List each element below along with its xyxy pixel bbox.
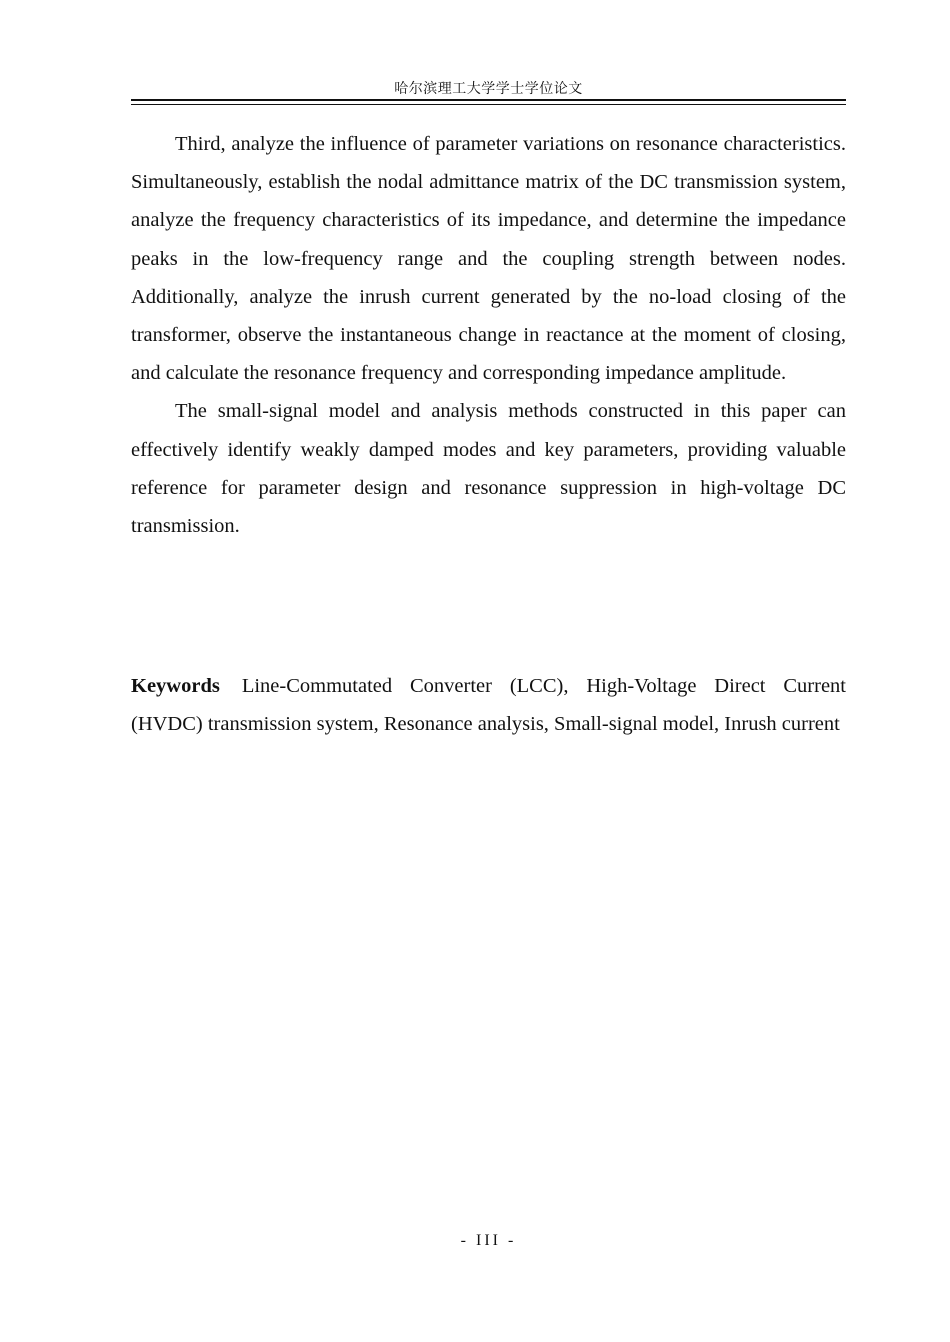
keywords-paragraph (131, 667, 846, 743)
paragraph: The small-signal model and analysis methods constructed in this paper can effectively identify weakly damped modes and key parameters, providing valuable reference for parameter design and resonance suppression in high-voltage DC transmission. (131, 400, 846, 538)
paragraph: Third, analyze the influence of parameter variations on resonance characteristics. Simultaneously, establish the nodal admittance matrix of the DC transmission system, analyze the frequency characteristics of its impedance, and determine the impedance peaks in the low-frequency range and the coupling strength between nodes. Additionally, analyze the inrush current generated by the no-load closing of the transformer, observe the instantaneous change in reactance at the moment of closing, and calculate the resonance frequency and corresponding impedance amplitude. (131, 133, 846, 385)
header-rule (131, 99, 846, 101)
page-number: - III - (460, 1232, 517, 1249)
abstract-body (131, 125, 846, 545)
header-rule-thin (131, 104, 846, 105)
keywords-label: Keywords (131, 675, 220, 697)
running-header: 哈尔滨理工大学学士学位论文 (394, 81, 583, 97)
keywords-section (131, 667, 846, 743)
keywords-text: Line-Commutated Converter (LCC), High-Voltage Direct Current (HVDC) transmission system, Resonance analysis, Small-signal model, Inrush current (131, 675, 846, 736)
